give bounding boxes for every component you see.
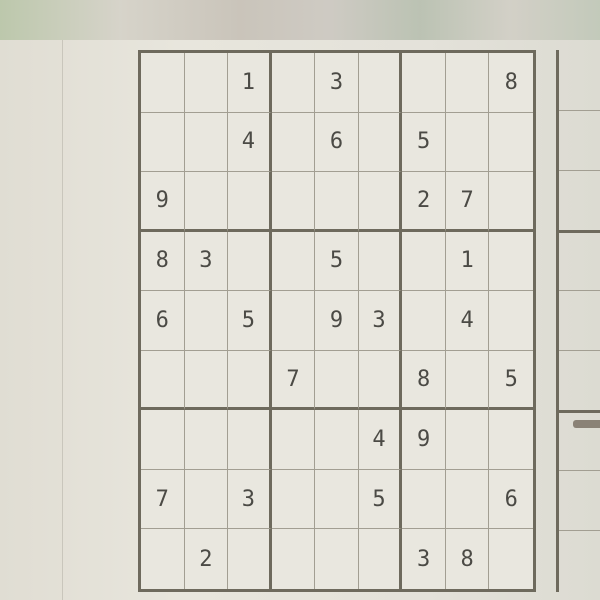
sudoku-cell-r6c9[interactable]: 5 [489,351,533,411]
side-grid-line [559,170,600,171]
sudoku-cell-r6c7[interactable]: 8 [402,351,446,411]
sudoku-cell-r5c6[interactable]: 3 [359,291,403,351]
sudoku-cell-r4c4[interactable] [272,232,316,292]
side-grid-line [559,470,600,471]
sudoku-cell-r9c3[interactable] [228,529,272,589]
sudoku-board [138,50,536,592]
sudoku-cell-r1c3[interactable]: 1 [228,53,272,113]
sudoku-cell-r7c1[interactable] [141,410,185,470]
sudoku-cell-r8c8[interactable] [446,470,490,530]
sudoku-cell-r7c3[interactable] [228,410,272,470]
sudoku-cell-r5c5[interactable]: 9 [315,291,359,351]
sudoku-cell-r8c9[interactable]: 6 [489,470,533,530]
sudoku-cell-r3c3[interactable] [228,172,272,232]
sudoku-cell-r4c1[interactable]: 8 [141,232,185,292]
sudoku-cell-r2c1[interactable] [141,113,185,173]
sudoku-cell-r3c7[interactable]: 2 [402,172,446,232]
sudoku-cell-r6c1[interactable] [141,351,185,411]
sudoku-cell-r9c9[interactable] [489,529,533,589]
sudoku-cell-r7c6[interactable]: 4 [359,410,403,470]
sudoku-cell-r7c2[interactable] [185,410,229,470]
sudoku-cell-r2c4[interactable] [272,113,316,173]
sudoku-cell-r1c9[interactable]: 8 [489,53,533,113]
sudoku-cell-r9c5[interactable] [315,529,359,589]
sudoku-cell-r9c1[interactable] [141,529,185,589]
side-grid-line [559,350,600,351]
sudoku-cell-r9c4[interactable] [272,529,316,589]
sudoku-cell-r3c6[interactable] [359,172,403,232]
sudoku-cell-r9c6[interactable] [359,529,403,589]
sudoku-cell-r2c8[interactable] [446,113,490,173]
sudoku-cell-r5c3[interactable]: 5 [228,291,272,351]
sudoku-cell-r2c2[interactable] [185,113,229,173]
sudoku-cell-r5c9[interactable] [489,291,533,351]
sudoku-cell-r6c2[interactable] [185,351,229,411]
sudoku-cell-r3c9[interactable] [489,172,533,232]
sudoku-cell-r1c7[interactable] [402,53,446,113]
sudoku-cell-r8c7[interactable] [402,470,446,530]
sudoku-cell-r4c3[interactable] [228,232,272,292]
sudoku-cell-r5c1[interactable]: 6 [141,291,185,351]
side-grid-line [559,290,600,291]
sudoku-cell-r8c5[interactable] [315,470,359,530]
sudoku-cell-r8c2[interactable] [185,470,229,530]
sudoku-cell-r8c1[interactable]: 7 [141,470,185,530]
sudoku-cell-r1c1[interactable] [141,53,185,113]
sudoku-cell-r2c5[interactable]: 6 [315,113,359,173]
sudoku-cell-r4c6[interactable] [359,232,403,292]
sudoku-cell-r4c5[interactable]: 5 [315,232,359,292]
sudoku-cell-r4c2[interactable]: 3 [185,232,229,292]
sudoku-cell-r8c6[interactable]: 5 [359,470,403,530]
sudoku-cell-r6c6[interactable] [359,351,403,411]
sudoku-cell-r5c2[interactable] [185,291,229,351]
sudoku-cell-r1c5[interactable]: 3 [315,53,359,113]
sudoku-cell-r6c3[interactable] [228,351,272,411]
sudoku-cell-r2c3[interactable]: 4 [228,113,272,173]
paper-fold-line [62,40,63,600]
side-grid-line [559,110,600,111]
sudoku-cell-r7c7[interactable]: 9 [402,410,446,470]
sudoku-cell-r8c4[interactable] [272,470,316,530]
side-grid-line [559,410,600,413]
sudoku-cell-r8c3[interactable]: 3 [228,470,272,530]
sudoku-cell-r4c7[interactable] [402,232,446,292]
sudoku-cell-r4c9[interactable] [489,232,533,292]
sudoku-cell-r2c7[interactable]: 5 [402,113,446,173]
sudoku-cell-r3c8[interactable]: 7 [446,172,490,232]
sudoku-cell-r7c5[interactable] [315,410,359,470]
sudoku-cell-r1c6[interactable] [359,53,403,113]
sudoku-cell-r7c8[interactable] [446,410,490,470]
sudoku-cell-r6c4[interactable]: 7 [272,351,316,411]
sudoku-cell-r3c2[interactable] [185,172,229,232]
sudoku-cell-r7c4[interactable] [272,410,316,470]
sudoku-cell-r3c4[interactable] [272,172,316,232]
side-grid-line [559,230,600,233]
sudoku-cell-r9c2[interactable]: 2 [185,529,229,589]
sudoku-cell-r2c9[interactable] [489,113,533,173]
sudoku-cell-r6c5[interactable] [315,351,359,411]
sudoku-cell-r4c8[interactable]: 1 [446,232,490,292]
sudoku-cell-r7c9[interactable] [489,410,533,470]
sudoku-cell-r9c8[interactable]: 8 [446,529,490,589]
sudoku-cell-r1c2[interactable] [185,53,229,113]
sudoku-cell-r1c8[interactable] [446,53,490,113]
sudoku-cell-r1c4[interactable] [272,53,316,113]
adjacent-puzzle-edge [556,50,600,592]
sudoku-cell-r9c7[interactable]: 3 [402,529,446,589]
sudoku-cell-r2c6[interactable] [359,113,403,173]
sudoku-cell-r3c5[interactable] [315,172,359,232]
sudoku-cell-r6c8[interactable] [446,351,490,411]
sudoku-cell-r5c4[interactable] [272,291,316,351]
sudoku-cell-r3c1[interactable]: 9 [141,172,185,232]
side-mark [573,420,600,428]
sudoku-cell-r5c8[interactable]: 4 [446,291,490,351]
sudoku-cell-r5c7[interactable] [402,291,446,351]
side-grid-line [559,530,600,531]
